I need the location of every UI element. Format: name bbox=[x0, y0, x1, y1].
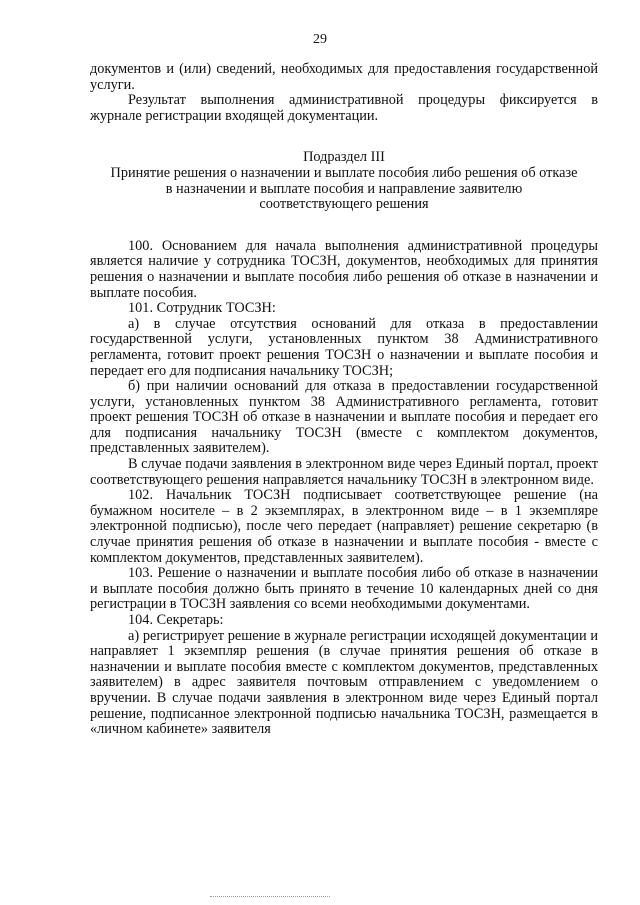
paragraph-100: 100. Основанием для начала выполнения административной процедуры является наличие у сотрудника ТОСЗН, документов, необходимых для принятия решения о назначении и выплате пособия либо решения об отказе в назначении и выплате пособия. bbox=[90, 237, 598, 301]
paragraph-intro-continuation: документов и (или) сведений, необходимых для предоставления государственной услуги. bbox=[90, 61, 598, 93]
paragraph-103: 103. Решение о назначении и выплате пособия либо об отказе в назначении и выплате пособия должно быть принято в течение 10 календарных дней со дня регистрации в ТОСЗН заявления со всеми необходимыми документами. bbox=[90, 565, 598, 613]
scan-edge-mark bbox=[210, 896, 330, 899]
paragraph-101-electronic: В случае подачи заявления в электронном виде через Единый портал, проект соответствующего решения направляется начальнику ТОСЗН в электронном виде. bbox=[90, 456, 598, 488]
page-content bbox=[90, 62, 598, 738]
subsection-label: Подраздел III bbox=[303, 149, 385, 166]
paragraph-result: Результат выполнения административной процедуры фиксируется в журнале регистрации входящей документации. bbox=[90, 92, 598, 124]
subsection-title-line-2: в назначении и выплате пособия и направление заявителю bbox=[165, 180, 523, 197]
subsection-title-line-3: соответствующего решения bbox=[259, 196, 429, 213]
paragraph-104: 104. Секретарь: bbox=[128, 612, 224, 628]
paragraph-101: 101. Сотрудник ТОСЗН: bbox=[128, 300, 276, 317]
subsection-heading bbox=[90, 150, 598, 212]
paragraph-102: 102. Начальник ТОСЗН подписывает соответствующее решение (на бумажном носителе – в 2 экземплярах, в электронном виде – в 1 экземпляре электронной подписью), после чего передает (направляет) решение секретарю (в случае принятия решения об отказе в назначении и выплате пособия - вместе с комплектом документов, представленных заявителем). bbox=[90, 487, 598, 566]
paragraph-104-a: а) регистрирует решение в журнале регистрации исходящей документации и направляет 1 экземпляр решения (в случае принятия решения об отказе в назначении и выплате пособия вместе с комплектом документов, представленных заявителем) в адрес заявителя почтовым отправлением с уведомлением о вручении. В случае подачи заявления в электронном виде через Единый портал решение, подписанное электронной подписью начальника ТОСЗН, размещается в «личном кабинете» заявителя bbox=[90, 627, 598, 738]
paragraph-101-a: а) в случае отсутствия оснований для отказа в предоставлении государственной услуги, установленных пунктом 38 Административного регламента, готовит проект решения ТОСЗН о назначении и выплате пособия и передает его для подписания начальнику ТОСЗН; bbox=[90, 315, 598, 379]
subsection-title-line-1: Принятие решения о назначении и выплате пособия либо решения об отказе bbox=[110, 164, 578, 181]
page-number: 29 bbox=[313, 32, 327, 47]
paragraph-101-b: б) при наличии оснований для отказа в предоставлении государственной услуги, установленных пунктом 38 Административного регламента, готовит проект решения ТОСЗН об отказе в назначении и выплате пособия и передает его для подписания начальнику ТОСЗН (вместе с комплектом документов, представленных заявителем). bbox=[90, 378, 598, 457]
